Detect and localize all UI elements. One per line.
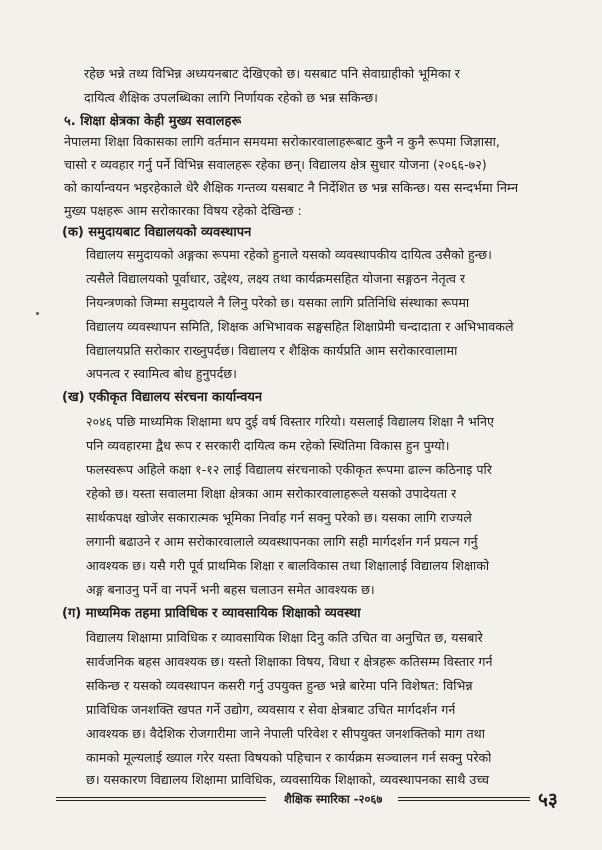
paragraph-line: लगानी बढाउने र आम सरोकारवालाले व्यवस्थापनका लागि सही मार्गदर्शन गर्न प्रयत्न गर्नु (86, 534, 478, 549)
paragraph-line: आवश्यक छ। वैदेशिक रोजगारीमा जाने नेपाली परिवेश र सीपयुक्त जनशक्तिको माग तथा (86, 726, 485, 741)
subsection-heading: (ख) एकीकृत विद्यालय संरचना कार्यान्वयन (62, 390, 263, 405)
paragraph-line: २०४६ पछि माध्यमिक शिक्षामा थप दुई वर्ष विस्तार गरियो। यसलाई विद्यालय शिक्षा नै भनिए (86, 414, 494, 429)
page-number: ५३ (538, 789, 558, 811)
paragraph-line: कामको मूल्यलाई ख्याल गरेर यस्ता विषयको पहिचान र कार्यक्रम सञ्चालन गर्न सक्नु परेको (86, 750, 492, 765)
paragraph-line: सार्थकपक्ष खोजेर सकारात्मक भूमिका निर्वाह गर्न सक्नु परेको छ। यसका लागि राज्यले (86, 510, 472, 525)
paragraph-line: प्राविधिक जनशक्ति खपत गर्ने उद्योग, व्यवसाय र सेवा क्षेत्रबाट उचित मार्गदर्शन गर्न (86, 702, 456, 717)
paragraph-line: त्यसैले विद्यालयको पूर्वाधार, उद्देश्य, लक्ष्य तथा कार्यक्रमसहित योजना सङ्गठन नेतृत्व र (86, 271, 466, 286)
paragraph-line: विद्यालय शिक्षामा प्राविधिक र व्यावसायिक शिक्षा दिनु कति उचित वा अनुचित छ, यसबारे (86, 630, 483, 645)
footer-title: शैक्षिक स्मारिका -२०६७ (284, 792, 383, 806)
paragraph-line: विद्यालय समुदायको अङ्गका रूपमा रहेको हुनाले यसको व्यवस्थापकीय दायित्व उसैको हुन्छ। (86, 247, 492, 262)
paragraph-line: पनि व्यवहारमा द्वैध रूप र सरकारी दायित्व कम रहेको स्थितिमा विकास हुन पुग्यो। (86, 438, 450, 453)
page-footer (52, 788, 582, 814)
intro-line: दायित्व शैक्षिक उपलब्धिका लागि निर्णायक रहेको छ भन्न सकिन्छ। (84, 90, 378, 105)
paragraph-line: विद्यालय व्यवस्थापन समिति, शिक्षक अभिभावक सङ्घसहित शिक्षाप्रेमी चन्दादाता र अभिभावकले (86, 319, 514, 334)
subsection-heading: (ग) माध्यमिक तहमा प्राविधिक र व्यावसायिक शिक्षाको व्यवस्था (62, 606, 361, 621)
paragraph-line: चासो र व्यवहार गर्नु पर्ने विभिन्न सवालहरू रहेका छन्। विद्यालय क्षेत्र सुधार योजना (२०६६-७२) (64, 157, 487, 172)
section-heading: ५. शिक्षा क्षेत्रका केही मुख्य सवालहरू (64, 114, 242, 129)
paragraph-line: को कार्यान्वयन भइरहेकाले धेरै शैक्षिक गन्तव्य यसबाट नै निर्देशित छ भन्न सकिन्छ। यस सन्दर्भमा निम्न (64, 180, 519, 195)
paragraph-line: आवश्यक छ। यसै गरी पूर्व प्राथमिक शिक्षा र बालविकास तथा शिक्षालाई विद्यालय शिक्षाको (86, 558, 490, 573)
paragraph-line: मुख्य पक्षहरू आम सरोकारका विषय रहेको देखिन्छ : (64, 203, 302, 218)
paragraph-line: अङ्ग बनाउनु पर्ने वा नपर्ने भनी बहस चलाउन समेत आवश्यक छ। (86, 582, 375, 597)
paragraph-line: फलस्वरूप अहिले कक्षा १-१२ लाई विद्यालय संरचनाको एकीकृत रूपमा ढाल्न कठिनाइ परि (86, 462, 492, 477)
paragraph-line: छ। यसकारण विद्यालय शिक्षामा प्राविधिक, व्यवसायिक शिक्षाको, व्यवस्थापनका साथै उच्च (86, 772, 490, 787)
footer-rule-left (56, 797, 266, 801)
paragraph-line: सकिन्छ र यसको व्यवस्थापन कसरी गर्नु उपयुक्त हुन्छ भन्ने बारेमा पनि विशेषत: विभिन्न (86, 678, 473, 693)
paragraph-line: नियन्त्रणको जिम्मा समुदायले नै लिनु परेको छ। यसका लागि प्रतिनिधि संस्थाका रूपमा (86, 295, 470, 310)
paragraph-line: विद्यालयप्रति सरोकार राख्नुपर्दछ। विद्यालय र शैक्षिक कार्यप्रति आम सरोकारवालामा (86, 343, 458, 358)
intro-line: रहेछ भन्ने तथ्य विभिन्न अध्ययनबाट देखिएको छ। यसबाट पनि सेवाग्राहीको भूमिका र (84, 66, 460, 81)
paragraph-line: अपनत्व र स्वामित्व बोध हुनुपर्दछ। (86, 366, 237, 381)
scan-speck (36, 312, 39, 315)
paragraph-line: सार्वजनिक बहस आवश्यक छ। यस्तो शिक्षाका विषय, विधा र क्षेत्रहरू कतिसम्म विस्तार गर्न (86, 654, 493, 669)
paragraph-line: नेपालमा शिक्षा विकासका लागि वर्तमान समयमा सरोकारवालाहरूबाट कुनै न कुनै रूपमा जिज्ञासा, (64, 134, 500, 149)
footer-rule-right (398, 797, 530, 801)
paragraph-line: रहेको छ। यस्ता सवालमा शिक्षा क्षेत्रका आम सरोकारवालाहरूले यसको उपादेयता र (86, 486, 457, 501)
subsection-heading: (क) समुदायबाट विद्यालयको व्यवस्थापन (62, 225, 252, 240)
